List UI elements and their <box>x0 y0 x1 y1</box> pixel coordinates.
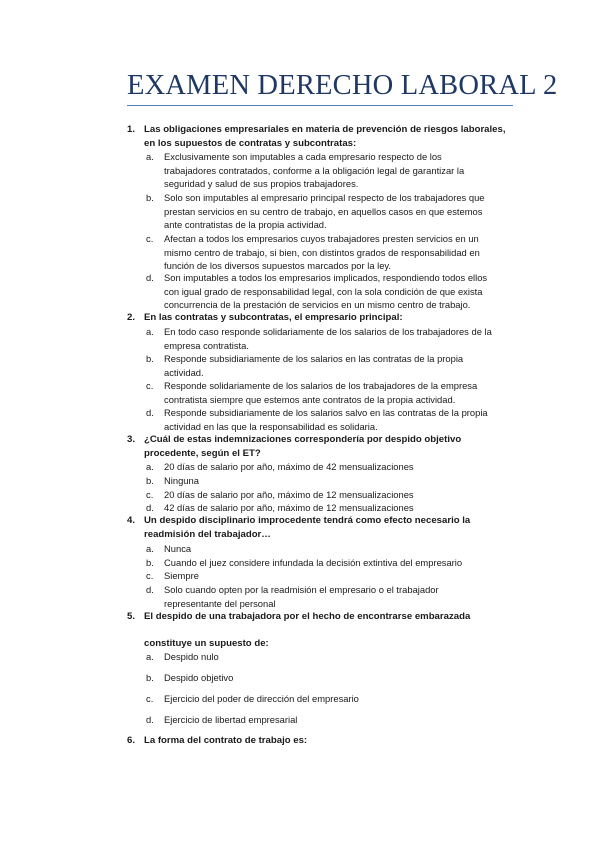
option-line: Exclusivamente son imputables a cada empresario respecto de los <box>164 151 442 162</box>
option-text <box>164 583 439 610</box>
question-text <box>144 123 516 150</box>
option-text <box>164 542 191 556</box>
option-text <box>164 271 487 312</box>
question-text <box>144 610 516 651</box>
option-line: Siempre <box>164 570 199 581</box>
option-line: Responde subsidiariamente de los salarios en las contratas de la propia <box>164 353 464 364</box>
option-line: Cuando el juez considere infundada la decisión extintiva del empresario <box>164 557 463 568</box>
option-line: Solo son imputables al empresario principal respecto de los trabajadores que <box>164 192 485 203</box>
option-letter: a. <box>146 151 154 162</box>
option-line: mismo centro de trabajo, si bien, con distintos grados de responsabilidad en <box>164 246 480 258</box>
page-title: EXAMEN DERECHO LABORAL 2 <box>127 70 558 101</box>
option-letter: d. <box>146 584 154 595</box>
question-line: La forma del contrato de trabajo es: <box>144 735 308 746</box>
option-text <box>164 569 199 583</box>
question-text <box>144 433 516 460</box>
option-text <box>164 150 464 191</box>
question-text <box>144 734 516 748</box>
option-line: representante del personal <box>164 597 276 609</box>
option-line: Responde subsidiariamente de los salarios salvo en las contratas de la propia <box>164 407 488 418</box>
question-line: en los supuestos de contratas y subcontratas: <box>144 137 357 149</box>
option-text <box>164 325 492 352</box>
option-letter: a. <box>146 651 154 662</box>
option-line: 20 días de salario por año, máximo de 42 mensualizaciones <box>164 461 414 472</box>
option-text <box>164 460 414 474</box>
question-line: readmisión del trabajador… <box>144 528 271 540</box>
option-letter: b. <box>146 672 154 683</box>
option-letter: d. <box>146 272 154 283</box>
question-line: Un despido disciplinario improcedente tendrá como efecto necesario la <box>144 515 471 526</box>
question-number: 1. <box>127 124 136 135</box>
option-letter: b. <box>146 475 154 486</box>
option-letter: c. <box>146 380 154 391</box>
option-letter: c. <box>146 233 154 244</box>
option-line: Nunca <box>164 543 192 554</box>
option-text <box>164 671 233 685</box>
option-line: Son imputables a todos los empresarios implicados, respondiendo todos ellos <box>164 272 488 283</box>
option-letter: a. <box>146 543 154 554</box>
question-line: Las obligaciones empresariales en materia de prevención de riesgos laborales, <box>144 124 506 135</box>
option-text <box>164 713 297 727</box>
option-line: actividad. <box>164 366 204 378</box>
option-line: prestan servicios en su centro de trabajo, en aquellos casos en que estemos <box>164 205 483 217</box>
question-line: En las contratas y subcontratas, el empresario principal: <box>144 312 403 323</box>
question-text <box>144 311 516 325</box>
option-line: Ninguna <box>164 475 199 486</box>
option-line: con igual grado de responsabilidad legal, con la sola condición de que exista <box>164 285 483 297</box>
option-letter: b. <box>146 353 154 364</box>
option-text <box>164 501 414 515</box>
question-line: ¿Cuál de estas indemnizaciones correspondería por despido objetivo <box>144 434 462 445</box>
option-line: Despido objetivo <box>164 672 234 683</box>
option-text <box>164 232 480 273</box>
option-line: Despido nulo <box>164 651 219 662</box>
option-line: 42 días de salario por año, máximo de 12 mensualizaciones <box>164 502 414 513</box>
question-number: 2. <box>127 312 136 323</box>
question-line: El despido de una trabajadora por el hecho de encontrarse embarazada <box>144 611 471 622</box>
option-text <box>164 650 219 664</box>
option-letter: a. <box>146 461 154 472</box>
option-letter: c. <box>146 570 154 581</box>
option-letter: d. <box>146 714 154 725</box>
option-text <box>164 692 359 706</box>
option-line: 20 días de salario por año, máximo de 12 mensualizaciones <box>164 489 414 500</box>
option-line: Afectan a todos los empresarios cuyos trabajadores presten servicios en un <box>164 233 479 244</box>
question-number: 6. <box>127 735 136 746</box>
question-text <box>144 514 516 541</box>
option-letter: d. <box>146 502 154 513</box>
option-line: empresa contratista. <box>164 339 249 351</box>
option-text <box>164 406 488 433</box>
option-text <box>164 191 485 232</box>
option-line: ante contratistas de la propia actividad. <box>164 219 327 231</box>
option-text <box>164 556 462 570</box>
title-underline <box>127 105 513 106</box>
option-text <box>164 379 477 406</box>
option-text <box>164 488 414 502</box>
question-number: 4. <box>127 515 136 526</box>
option-line: Solo cuando opten por la readmisión el empresario o el trabajador <box>164 584 439 595</box>
question-line: procedente, según el ET? <box>144 447 261 459</box>
option-line: actividad en las que la responsabilidad es solidaria. <box>164 420 378 432</box>
option-line: Ejercicio de libertad empresarial <box>164 714 298 725</box>
option-text <box>164 474 199 488</box>
option-line: función de los diversos supuestos marcados por la ley. <box>164 260 392 272</box>
option-line: concurrencia de la prestación de servicios en un mismo centro de trabajo. <box>164 299 471 311</box>
question-line: constituye un supuesto de: <box>144 637 269 649</box>
option-line: seguridad y salud de sus propios trabajadores. <box>164 178 359 190</box>
option-line: Responde solidariamente de los salarios de los trabajadores de la empresa <box>164 380 478 391</box>
question-number: 5. <box>127 611 136 622</box>
option-line: trabajadores contratados, conforme a la obligación legal de garantizar la <box>164 164 465 176</box>
question-number: 3. <box>127 434 136 445</box>
option-letter: b. <box>146 192 154 203</box>
option-line: contratista siempre que estemos ante contratos de la propia actividad. <box>164 393 456 405</box>
option-line: Ejercicio del poder de dirección del empresario <box>164 693 359 704</box>
option-text <box>164 352 463 379</box>
option-letter: c. <box>146 489 154 500</box>
option-letter: d. <box>146 407 154 418</box>
option-letter: b. <box>146 557 154 568</box>
option-letter: c. <box>146 693 154 704</box>
option-line: En todo caso responde solidariamente de los salarios de los trabajadores de la <box>164 326 492 337</box>
option-letter: a. <box>146 326 154 337</box>
